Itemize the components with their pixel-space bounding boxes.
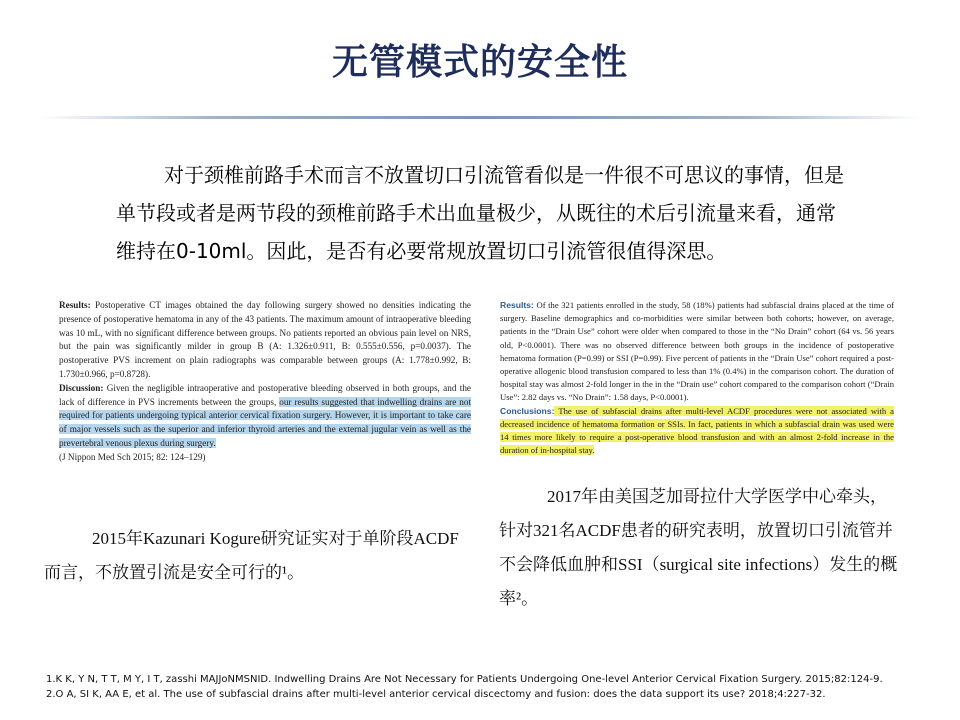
discussion-text: Given the negligible intraoperative and postoperative bleeding observed in both groups, and the lack of difference in PVS increments between the groups, bbox=[59, 382, 471, 407]
intro-paragraph bbox=[116, 156, 846, 270]
results-label: Results: bbox=[500, 300, 534, 310]
conclusions-highlight: The use of subfascial drains after multi-level ACDF procedures were not associated with a decreased incidence of hematoma formation or SSIs. In fact, patients in which a subfascial drain was used were 14 times more likely to require a post-operative blood transfusion and with an almost 2-fold increase in the duration of in-hospital stay. bbox=[500, 405, 894, 456]
right-caption bbox=[499, 480, 899, 616]
kogure-study-excerpt bbox=[59, 299, 471, 465]
reference-item: 1.K K, Y N, T T, M Y, I T, zasshi MAJJoNMSNID. Indwelling Drains Are Not Necessary for Patients Undergoing One-level Anterior Cervical Fixation Surgery. 2015;82:124-9. bbox=[46, 674, 883, 685]
rush-study-excerpt bbox=[500, 299, 894, 457]
discussion-label: Discussion: bbox=[59, 382, 104, 393]
discussion-highlight: our results suggested that indwelling drains are not required for patients undergoing typical anterior cervical fixation surgery. However, it is important to take care of major vessels such as the superior and inferior thyroid arteries and the external jugular vein as well as the prevertebral venous plexus during surgery. bbox=[59, 396, 472, 448]
conclusions-label: Conclusions: bbox=[500, 405, 555, 416]
results-text: Postoperative CT images obtained the day following surgery showed no densities indicating the presence of postoperative hematoma in any of the 43 patients. The maximum amount of intraoperative bleeding was 10 mL, with no significant difference between groups. No patients reported an obvious pain level on NRS, but the pain was significantly milder in group B (A: 1.326±0.911, B: 0.555±0.556, p=0.0037). The postoperative PVS increment on plain radiographs was comparable between groups (A: 1.778±0.992, B: 1.730±0.966, p=0.8728). bbox=[59, 300, 471, 379]
title-divider bbox=[40, 116, 920, 119]
results-text: Of the 321 patients enrolled in the study, 58 (18%) patients had subfascial drains placed at the time of surgery. Baseline demographics and co-morbidities were similar between both cohorts; however, on average, patients in the “Drain Use” cohort were older when compared to those in the “No Drain” cohort (64 vs. 56 years old, P<0.0001). There was no observed difference between both groups in the incidence of postoperative hematoma formation (P=0.99) or SSI (P=0.99). Five percent of patients in the “Drain Use” cohort required a post-operative allogenic blood transfusion compared to less than 1% (0.4%) in the comparison cohort. The duration of hospital stay was almost 2-fold longer in the in the “Drain use” cohort compared to the comparison cohort (“Drain Use”: 2.82 days vs. “No Drain”: 1.58 days, P<0.0001). bbox=[500, 300, 894, 403]
references bbox=[46, 672, 896, 702]
left-caption-text: 2015年Kazunari Kogure研究证实对于单阶段ACDF而言，不放置引流是安全可行的¹。 bbox=[44, 529, 459, 582]
intro-text: 对于颈椎前路手术而言不放置切口引流管看似是一件很不可思议的事情，但是单节段或者是两节段的颈椎前路手术出血量极少，从既往的术后引流量来看，通常维持在0-10ml。因此，是否有必要常规放置切口引流管很值得深思。 bbox=[116, 163, 844, 263]
left-caption bbox=[44, 522, 474, 590]
journal-citation: (J Nippon Med Sch 2015; 82: 124–129) bbox=[59, 451, 206, 462]
right-caption-text: 2017年由美国芝加哥拉什大学医学中心牵头，针对321名ACDF患者的研究表明，放置切口引流管并不会降低血肿和SSI（surgical site infections）发生的概率²。 bbox=[499, 487, 898, 608]
reference-item: 2.O A, SI K, AA E, et al. The use of subfascial drains after multi-level anterior cervical discectomy and fusion: does the data support its use? 2018;4:227-32. bbox=[46, 689, 826, 700]
results-label: Results: bbox=[59, 300, 91, 310]
slide-title: 无管模式的安全性 bbox=[331, 42, 628, 83]
